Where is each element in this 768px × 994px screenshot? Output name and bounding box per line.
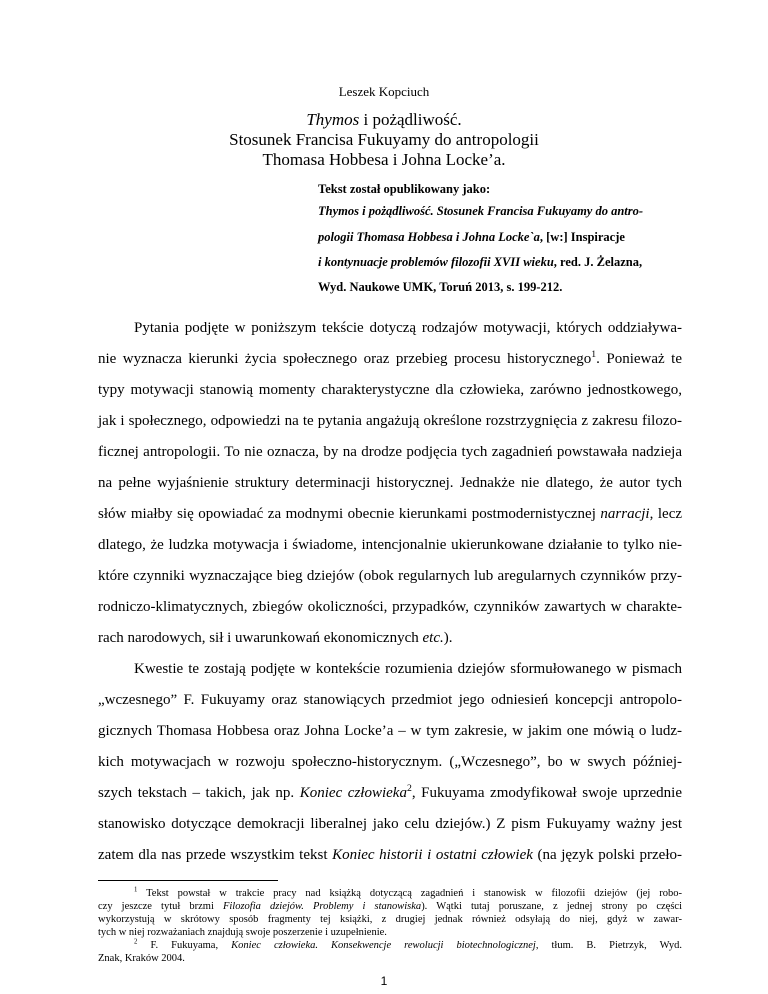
publication-line: i kontynuacje problemów filozofii XVII wieku, red. J. Żelazna, xyxy=(318,255,643,269)
body-line: które czynniki wyznaczające bieg dziejów (obok regularnych lub aregularnych czynników przy- xyxy=(98,568,682,584)
footnote-ref: 1 xyxy=(591,349,597,360)
body-line: Kwestie te zostają podjęte w kontekście rozumienia dziejów sformułowanego w pismach xyxy=(134,661,682,677)
body-line: rodniczo-klimatycznych, zbiegów okoliczności, przypadków, czynników zawartych w charakte- xyxy=(98,599,682,615)
body-line: kich motywacjach w rozwoju społeczno-historycznym. („Wczesnego”, bo w swych później- xyxy=(98,754,682,770)
footnote-line: tych w niej rozważaniach znajdują swoje poszerzenie i uzupełnienie. xyxy=(98,927,387,938)
publication-line: Wyd. Naukowe UMK, Toruń 2013, s. 199-212. xyxy=(318,280,563,294)
body-line: stanowisko dotyczące demokracji liberalnej jako celu dziejów.) Z pism Fukuyamy ważny jest xyxy=(98,816,682,832)
body-line: ficznej antropologii. To nie oznacza, by na drodze podjęcia tych zagadnień powstawała nadzieja xyxy=(98,444,682,460)
body-line: nie wyznacza kierunki życia społecznego oraz przebieg procesu historycznego$^1$. Ponieważ te xyxy=(98,349,683,367)
article-title xyxy=(0,110,768,170)
title-line-3: Thomasa Hobbesa i Johna Locke’a. xyxy=(262,150,506,169)
footnote-line: wykorzystują w skrótowy sposób fragmenty tej książki, z drugiej jednak również odsyłają do niej, gdyż w zawar- xyxy=(98,914,682,925)
title-line-2: Stosunek Francisa Fukuyamy do antropologii xyxy=(229,130,539,149)
body-line: typy motywacji stanowią momenty charakterystyczne dla człowieka, zarówno jednostkowego, xyxy=(98,382,682,398)
body-line: szych tekstach – takich, jak np. Koniec człowieka$^2$, Fukuyama zmodyfikował swoje uprzednie xyxy=(98,783,682,801)
body-line: rach narodowych, sił i uwarunkowań ekonomicznych etc.). xyxy=(98,630,453,646)
body-line: „wczesnego” F. Fukuyamy oraz stanowiących przedmiot jego odniesień koncepcji antropolo- xyxy=(98,692,682,708)
footnote-2: $^2$ F. Fukuyama, Koniec człowieka. Konsekwencje rewolucji biotechnologicznej, tłum. B. Pietrzyk, Wyd. xyxy=(134,938,683,951)
page-number: 1 xyxy=(380,974,388,988)
body-line: słów miałby się opowiadać za modnymi obecnie kierunkami postmodernistycznej narracji, lecz xyxy=(98,506,683,522)
body-line: jak i społecznego, odpowiedzi na te pytania angażują określone rozstrzygnięcia z zakresu filozo- xyxy=(98,413,682,429)
title-italic-word: Thymos xyxy=(306,110,360,129)
body-line: dlatego, że ludzka motywacja i świadome, intencjonalnie ukierunkowane działanie to tylko nie- xyxy=(98,537,682,553)
footnote-1: $^1$ Tekst powstał w trakcie pracy nad książką dotyczącą zagadnień i stanowisk w filozofii dziejów (jej robo- xyxy=(134,886,682,899)
body-line: Pytania podjęte w poniższym tekście dotyczą rodzajów motywacji, których oddziaływa- xyxy=(134,320,682,336)
title-line-1: Thymos i pożądliwość. xyxy=(306,110,462,129)
footnote-ref: 2 xyxy=(406,783,412,794)
publication-line: Thymos i pożądliwość. Stosunek Francisa Fukuyamy do antro- xyxy=(318,204,644,218)
body-line: na pełne wyjaśnienie struktury determinacji historycznej. Jednakże nie dlatego, że autor tych xyxy=(98,475,682,491)
body-line: gicznych Thomasa Hobbesa oraz Johna Locke’a – w tym zakresie, w jakim one mówią o ludz- xyxy=(98,723,682,739)
publication-intro: Tekst został opublikowany jako: xyxy=(318,182,491,196)
body-line: zatem dla nas przede wszystkim tekst Koniec historii i ostatni człowiek (na język polski przeło- xyxy=(98,847,682,863)
footnote-separator xyxy=(98,880,278,881)
author-name: Leszek Kopciuch xyxy=(338,84,430,99)
footnote-line: Znak, Kraków 2004. xyxy=(98,953,185,964)
footnote-line: czy jeszcze tytuł brzmi Filozofia dziejów. Problemy i stanowiska). Wątki tutaj poruszane, z jednej strony po części xyxy=(98,901,683,912)
publication-line: pologii Thomasa Hobbesa i Johna Locke`a, [w:] Inspiracje xyxy=(318,230,625,244)
